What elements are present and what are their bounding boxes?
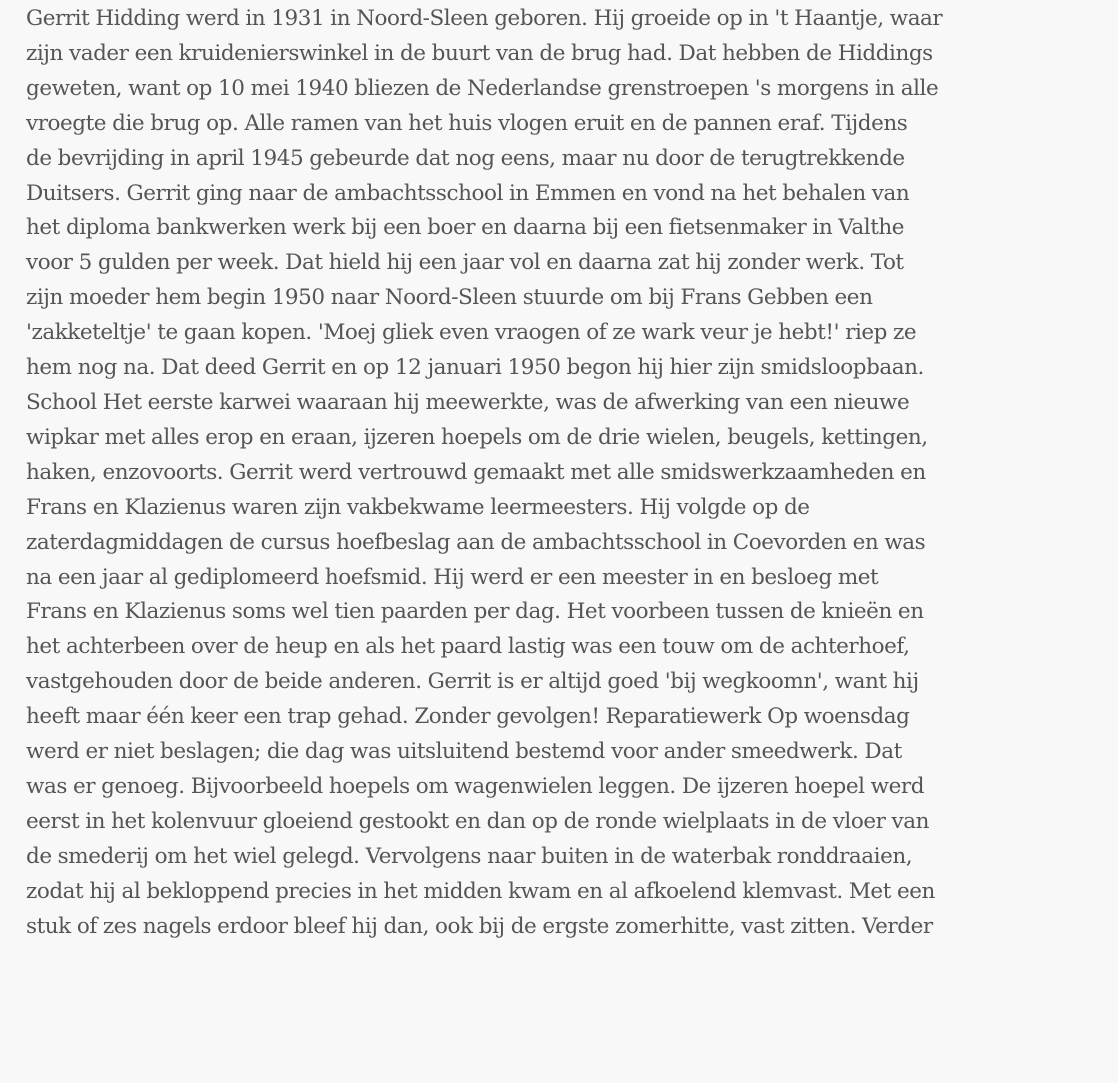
text-line: voor 5 gulden per week. Dat hield hij een jaar vol en daarna zat hij zonder werk. Tot: [26, 250, 904, 276]
text-line: na een jaar al gediplomeerd hoefsmid. Hij werd er een meester in en besloeg met: [26, 564, 879, 590]
text-line: werd er niet beslagen; die dag was uitsluitend bestemd voor ander smeedwerk. Dat: [26, 739, 902, 765]
text-line: School Het eerste karwei waaraan hij meewerkte, was de afwerking van een nieuwe: [26, 389, 910, 415]
text-line: Frans en Klazienus soms wel tien paarden per dag. Het voorbeen tussen de knieën en: [26, 599, 924, 625]
text-line: Duitsers. Gerrit ging naar de ambachtsschool in Emmen en vond na het behalen van: [26, 180, 910, 206]
text-line: was er genoeg. Bijvoorbeeld hoepels om wagenwielen leggen. De ijzeren hoepel werd: [26, 773, 925, 799]
text-line: zodat hij al bekloppend precies in het midden kwam en al afkoelend klemvast. Met een: [26, 878, 935, 904]
text-line: stuk of zes nagels erdoor bleef hij dan, ook bij de ergste zomerhitte, vast zitten. Verder: [26, 913, 933, 939]
text-line: geweten, want op 10 mei 1940 bliezen de Nederlandse grenstroepen 's morgens in alle: [26, 75, 939, 101]
article-text: [26, 2, 1118, 944]
text-line: hem nog na. Dat deed Gerrit en op 12 januari 1950 begon hij hier zijn smidsloopbaan.: [26, 355, 924, 381]
text-line: 'zakketeltje' te gaan kopen. 'Moej gliek even vraogen of ze wark veur je hebt!' riep ze: [26, 320, 917, 346]
text-line: vastgehouden door de beide anderen. Gerrit is er altijd goed 'bij wegkoomn', want hij: [26, 669, 919, 695]
text-line: zijn vader een kruidenierswinkel in de buurt van de brug had. Dat hebben de Hiddings: [26, 40, 933, 66]
text-line: Gerrit Hidding werd in 1931 in Noord-Sleen geboren. Hij groeide op in 't Haantje, waar: [26, 6, 943, 31]
text-line: de smederij om het wiel gelegd. Vervolgens naar buiten in de waterbak ronddraaien,: [26, 843, 913, 869]
text-line: het diploma bankwerken werk bij een boer en daarna bij een fietsenmaker in Valthe: [26, 215, 905, 241]
text-line: heeft maar één keer een trap gehad. Zonder gevolgen! Reparatiewerk Op woensdag: [26, 704, 910, 730]
text-line: haken, enzovoorts. Gerrit werd vertrouwd gemaakt met alle smidswerkzaamheden en: [26, 459, 926, 485]
text-line: de bevrijding in april 1945 gebeurde dat nog eens, maar nu door de terugtrekkende: [26, 145, 905, 171]
text-line: Frans en Klazienus waren zijn vakbekwame leermeesters. Hij volgde op de: [26, 494, 810, 520]
text-line: vroegte die brug op. Alle ramen van het huis vlogen eruit en de pannen eraf. Tijdens: [26, 110, 908, 136]
text-line: zijn moeder hem begin 1950 naar Noord-Sleen stuurde om bij Frans Gebben een: [26, 285, 873, 311]
text-line: zaterdagmiddagen de cursus hoefbeslag aan de ambachtsschool in Coevorden en was: [26, 529, 926, 555]
text-line: wipkar met alles erop en eraan, ijzeren hoepels om de drie wielen, beugels, kettingen,: [26, 424, 928, 450]
text-line: eerst in het kolenvuur gloeiend gestookt en dan op de ronde wielplaats in de vloer van: [26, 808, 929, 834]
text-line: het achterbeen over de heup en als het paard lastig was een touw om de achterhoef,: [26, 634, 910, 660]
